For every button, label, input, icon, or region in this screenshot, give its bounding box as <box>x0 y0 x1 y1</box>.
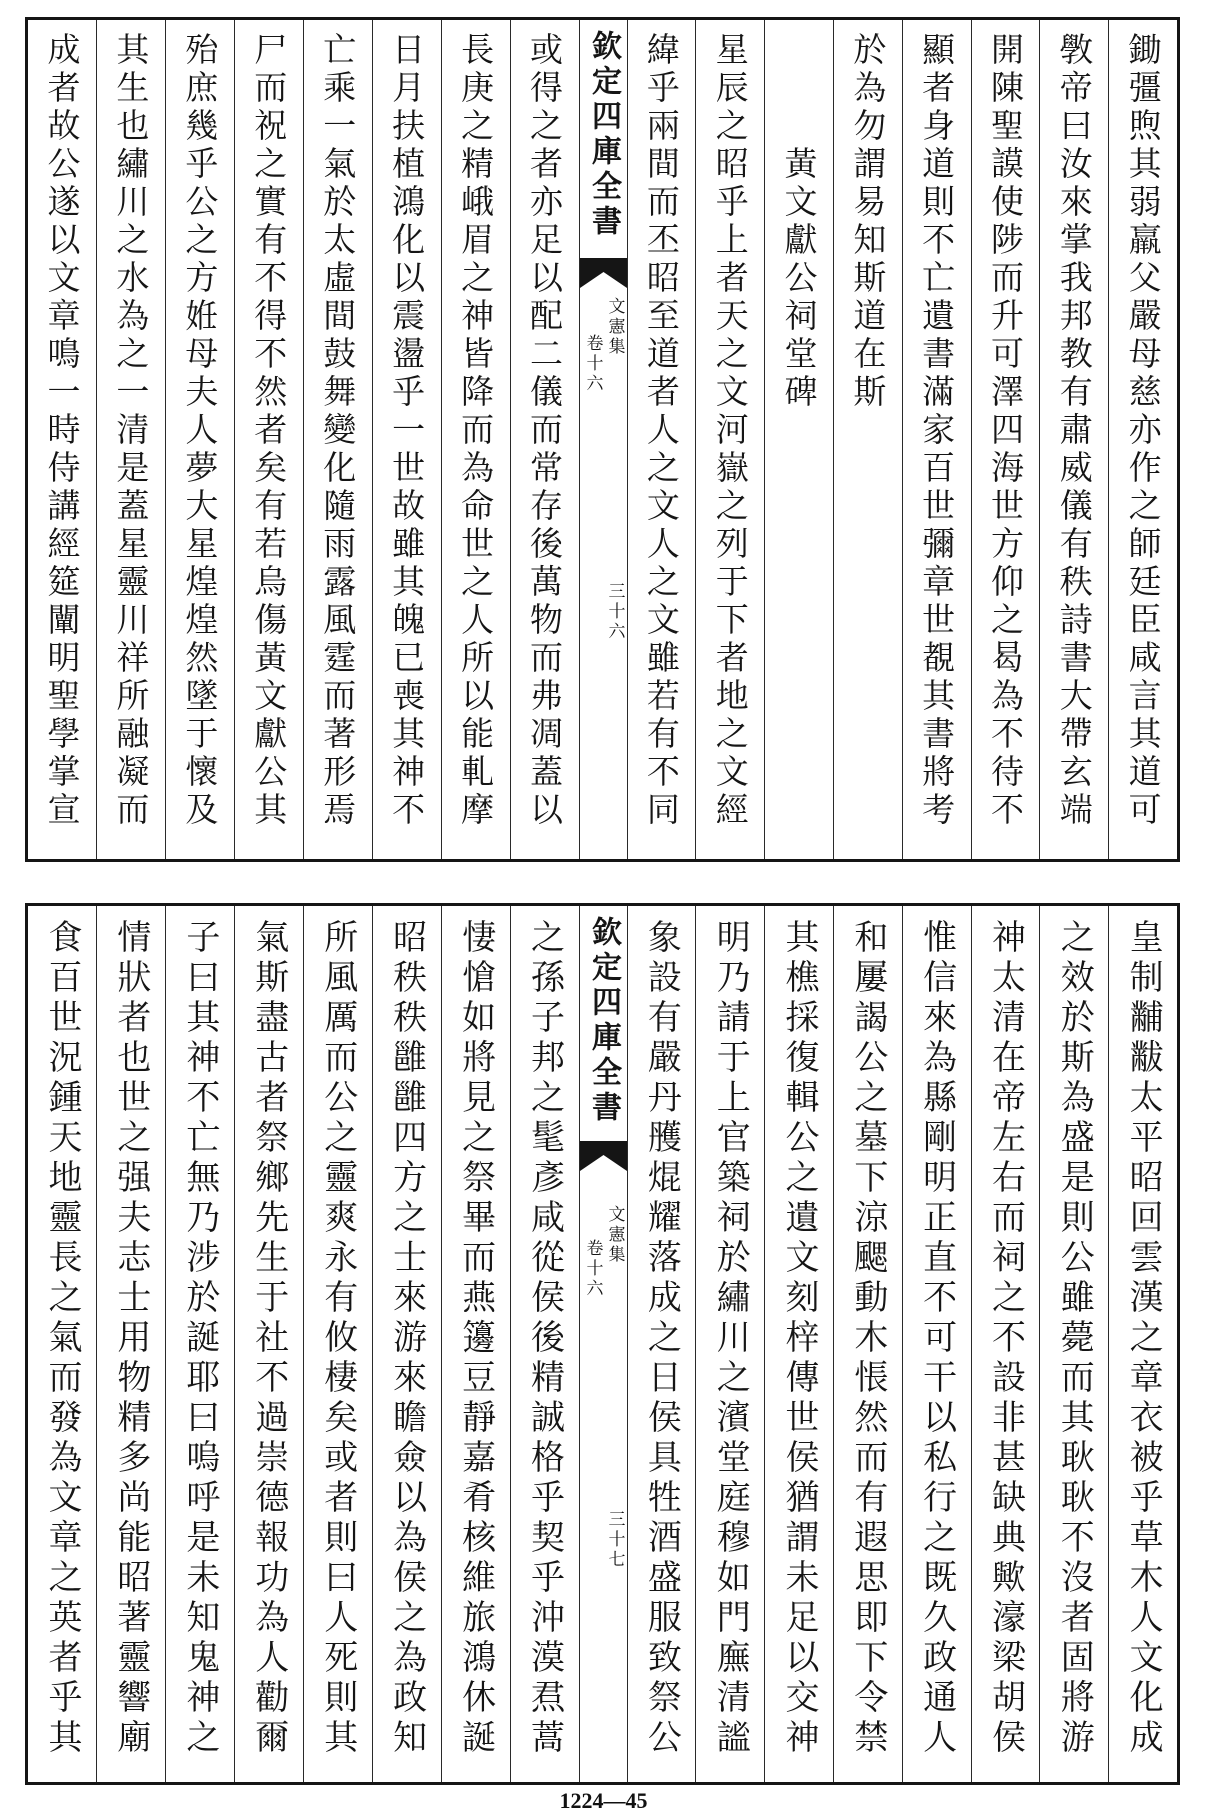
text-column <box>695 906 764 1782</box>
lower-page <box>25 903 1180 1785</box>
column-text: 星辰之昭乎上者天之文河嶽之列于下者地之文經 <box>710 32 750 830</box>
text-column <box>764 906 833 1782</box>
column-text: 和屢謁公之墓下涼颸動木悵然而有遐思即下令禁 <box>847 919 888 1759</box>
right-half-page <box>627 906 1178 1782</box>
text-column <box>28 20 96 859</box>
text-column <box>165 906 234 1782</box>
column-text: 鋤彊煦其弱羸父嚴母慈亦作之師廷臣咸言其道可 <box>1123 32 1163 830</box>
column-text: 悽愴如將見之祭畢而燕籩豆靜嘉肴核維旅鴻休誕 <box>455 919 496 1759</box>
column-text: 其生也繡川之水為之一清是蓋星靈川祥所融凝而 <box>111 32 151 830</box>
text-column <box>234 906 303 1782</box>
juan-number: 卷十六 <box>582 1239 603 1299</box>
text-column <box>627 906 696 1782</box>
text-column <box>303 906 372 1782</box>
book-title: 文憲集 <box>604 1205 625 1265</box>
column-text: 緯乎兩間而丕昭至道者人之文人之文雖若有不同 <box>641 32 681 830</box>
fishtail-ornament <box>580 1141 627 1171</box>
column-text: 或得之者亦足以配二儀而常存後萬物而弗凋蓋以 <box>525 32 565 830</box>
text-column <box>441 20 510 859</box>
column-text: 日月扶植鴻化以震盪乎一世故雖其魄已喪其神不 <box>387 32 427 830</box>
column-text: 昭秩秩雝雝四方之士來游來瞻僉以為侯之為政知 <box>386 919 427 1759</box>
column-text: 其樵採復輯公之遺文刻梓傳世侯猶謂未足以交神 <box>779 919 820 1759</box>
text-column <box>833 20 902 859</box>
column-text: 顯者身道則不亡遺書滿家百世彌章世覩其書將考 <box>917 32 957 830</box>
column-text: 尸而祝之實有不得不然者矣有若烏傷黃文獻公其 <box>249 32 289 830</box>
column-text: 氣斯盡古者祭鄉先生于社不過崇德報功為人勸爾 <box>248 919 289 1759</box>
text-column <box>627 20 696 859</box>
text-column <box>28 906 96 1782</box>
text-column <box>902 906 971 1782</box>
text-column <box>441 906 510 1782</box>
text-column <box>902 20 971 859</box>
text-column <box>303 20 372 859</box>
text-column <box>833 906 902 1782</box>
column-text: 惟信來為縣剛明正直不可干以私行之既久政通人 <box>916 919 957 1759</box>
upper-page <box>25 17 1180 862</box>
text-column <box>372 906 441 1782</box>
text-column <box>971 906 1040 1782</box>
text-column <box>165 20 234 859</box>
column-text: 情狀者也世之强夫志士用物精多尚能昭著靈響廟 <box>110 919 151 1759</box>
column-text: 開陳聖謨使陟而升可澤四海世方仰之曷為不待不 <box>985 32 1025 830</box>
title-column <box>764 20 833 859</box>
book-title: 文憲集 <box>604 297 625 357</box>
page-code: 1224—45 <box>559 1788 648 1813</box>
text-column <box>1108 20 1177 859</box>
text-column <box>234 20 303 859</box>
column-text: 於為勿謂易知斯道在斯 <box>848 32 888 412</box>
juan-number: 卷十六 <box>582 334 603 394</box>
fold-column <box>579 906 627 1782</box>
series-title-block <box>580 30 627 240</box>
column-text: 神太清在帝左右而祠之不設非甚缺典歟濠梁胡侯 <box>985 919 1026 1759</box>
column-text: 之孫子邦之髦彥咸從侯後精誠格乎契乎沖漠焄蒿 <box>524 919 565 1759</box>
text-column <box>96 20 165 859</box>
column-text: 食百世況鍾天地靈長之氣而發為文章之英者乎其 <box>41 919 82 1759</box>
text-column <box>1039 906 1108 1782</box>
left-half-page <box>28 906 579 1782</box>
text-column <box>96 906 165 1782</box>
column-text: 斆帝曰汝來掌我邦教有肅威儀有秩詩書大帶玄端 <box>1054 32 1094 830</box>
fold-column <box>579 20 627 859</box>
text-column <box>510 906 579 1782</box>
folio-number: 三十六 <box>604 582 625 642</box>
folio-number: 三十七 <box>604 1510 625 1570</box>
column-text: 所風厲而公之靈爽永有攸棲矣或者則曰人死則其 <box>317 919 358 1759</box>
column-text: 長庚之精峨眉之神皆降而為命世之人所以能軋摩 <box>456 32 496 830</box>
column-text: 皇制黼黻太平昭回雲漢之章衣被乎草木人文化成 <box>1123 919 1164 1759</box>
column-text: 象設有嚴丹雘焜耀落成之日侯具牲酒盛服致祭公 <box>641 919 682 1759</box>
text-column <box>695 20 764 859</box>
left-half-page <box>28 20 579 859</box>
text-column <box>1108 906 1177 1782</box>
text-column <box>372 20 441 859</box>
article-title: 黃文獻公祠堂碑 <box>779 146 819 412</box>
right-half-page <box>627 20 1178 859</box>
text-column <box>971 20 1040 859</box>
column-text: 亡乘一氣於太虛間鼓舞變化隨雨露風霆而著形焉 <box>318 32 358 830</box>
column-text: 殆庶幾乎公之方姙母夫人夢大星煌煌然墜于懷及 <box>180 32 220 830</box>
series-title-block <box>580 916 627 1126</box>
text-column <box>1039 20 1108 859</box>
text-column <box>510 20 579 859</box>
series-title: 欽定四庫全書 <box>586 30 621 240</box>
column-text: 子曰其神不亡無乃涉於誕耶曰嗚呼是未知鬼神之 <box>179 919 220 1759</box>
column-text: 成者故公遂以文章鳴一時侍講經筵闡明聖學掌宣 <box>42 32 82 830</box>
column-text: 明乃請于上官築祠於繡川之濱堂庭穆如門廡清謐 <box>710 919 751 1759</box>
column-text: 之效於斯為盛是則公雖薨而其耿耿不沒者固將游 <box>1054 919 1095 1759</box>
series-title: 欽定四庫全書 <box>586 916 621 1126</box>
fishtail-ornament <box>580 258 627 288</box>
